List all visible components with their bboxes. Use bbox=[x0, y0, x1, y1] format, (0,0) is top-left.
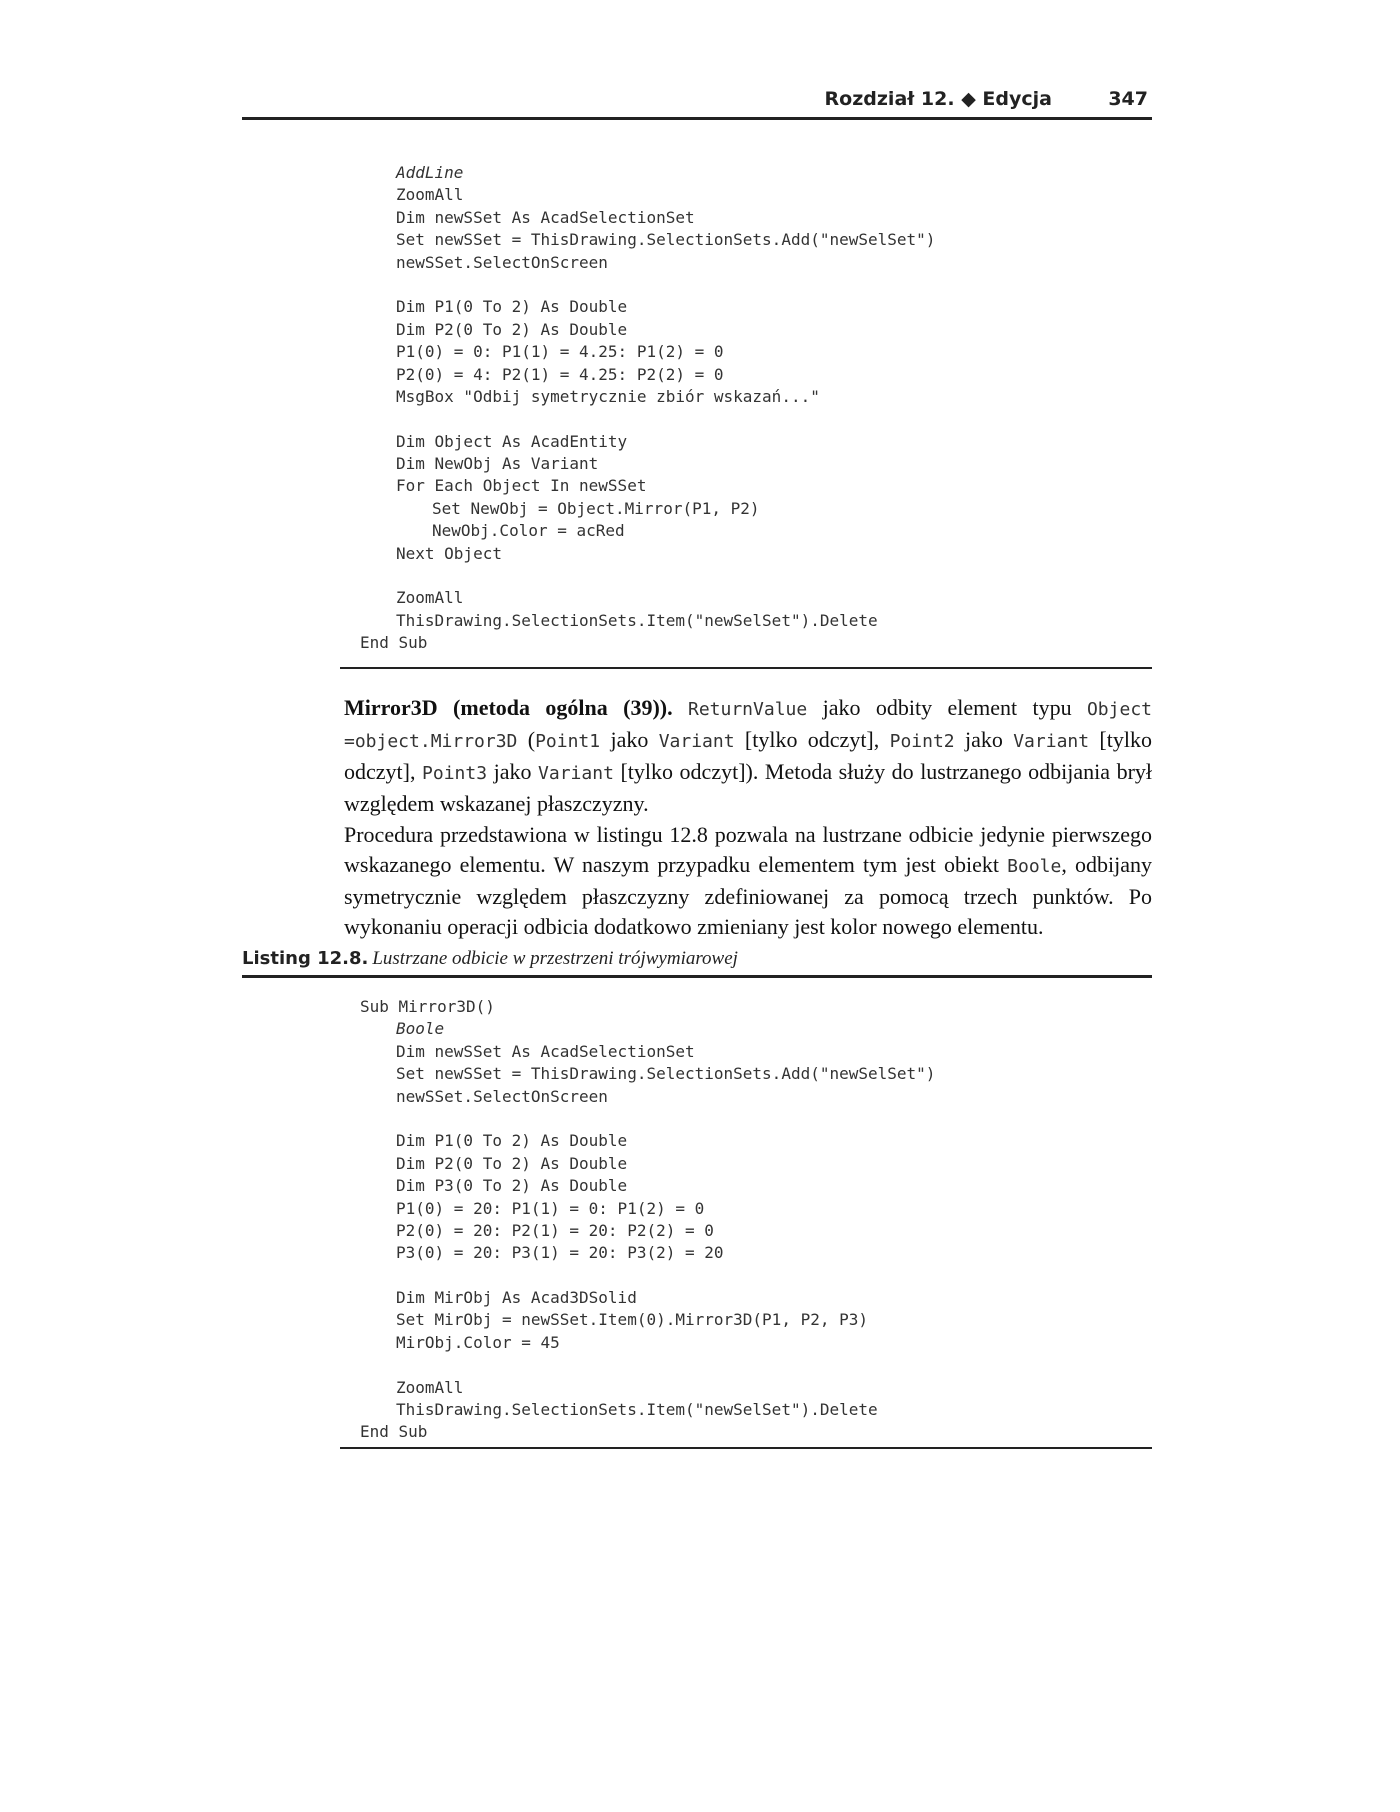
code-line: Sub Mirror3D() bbox=[360, 997, 495, 1016]
code-line: P1(0) = 0: P1(1) = 4.25: P1(2) = 0 bbox=[396, 342, 724, 362]
code-line: Set newSSet = ThisDrawing.SelectionSets.Add("newSelSet") bbox=[396, 1064, 936, 1084]
para1-text-1 bbox=[673, 695, 688, 720]
code-line: Dim NewObj As Variant bbox=[396, 454, 599, 474]
para1-code-2: Object =object.Mirror3D bbox=[344, 699, 1152, 752]
code-line: Dim P1(0 To 2) As Double bbox=[396, 297, 628, 317]
listing-caption-rule bbox=[242, 975, 1152, 978]
para1-text-3: ( bbox=[517, 727, 536, 752]
code-line: newSSet.SelectOnScreen bbox=[396, 1086, 608, 1106]
para1-code-6: Variant bbox=[1013, 731, 1090, 752]
procedure-description bbox=[344, 820, 1152, 942]
method-heading: Mirror3D (metoda ogólna (39)). bbox=[344, 695, 673, 720]
code-line: Dim P2(0 To 2) As Double bbox=[396, 1153, 628, 1173]
code-line: MirObj.Color = 45 bbox=[396, 1332, 560, 1352]
listing-label: Listing 12.8. bbox=[242, 948, 369, 969]
mirror3d-description bbox=[344, 693, 1152, 819]
para1-code-7: Point3 bbox=[422, 763, 488, 784]
code-line: P3(0) = 20: P3(1) = 20: P3(2) = 20 bbox=[396, 1243, 724, 1263]
para1-text-7: [tylko odczyt], bbox=[344, 727, 1152, 784]
para1-text-2: jako odbity element typu bbox=[807, 695, 1087, 720]
code-line: Dim newSSet As AcadSelectionSet bbox=[396, 1041, 695, 1061]
para1-text-8: jako bbox=[487, 759, 539, 784]
code-block-2-rule bbox=[340, 1447, 1152, 1449]
code-line: Dim P1(0 To 2) As Double bbox=[396, 1131, 628, 1151]
code-line: Dim Object As AcadEntity bbox=[396, 431, 628, 451]
listing-title: Lustrzane odbicie w przestrzeni trójwymiarowej bbox=[372, 948, 738, 969]
page-number: 347 bbox=[1108, 88, 1148, 110]
code-line: For Each Object In newSSet bbox=[396, 476, 647, 496]
listing-caption bbox=[242, 948, 738, 970]
para2-code-1: Boole bbox=[1007, 856, 1062, 877]
para1-code-4: Variant bbox=[658, 731, 735, 752]
code-block-2 bbox=[360, 996, 935, 1444]
code-line: AddLine bbox=[396, 163, 464, 182]
para1-code-8: Variant bbox=[538, 763, 614, 784]
code-line: End Sub bbox=[360, 1422, 428, 1442]
code-line: End Sub bbox=[360, 633, 428, 653]
code-line bbox=[360, 1108, 935, 1130]
para2-text-2: , odbijany symetrycznie względem płaszczyzny zdefiniowanej za pomocą trzech punktów. Po wykonaniu operacji odbicia dodatkowo zmieniany jest kolor nowego elementu. bbox=[344, 852, 1152, 939]
code-line: P2(0) = 4: P2(1) = 4.25: P2(2) = 0 bbox=[396, 364, 724, 384]
code-line: Dim MirObj As Acad3DSolid bbox=[396, 1288, 637, 1308]
code-line bbox=[360, 1265, 935, 1287]
code-line: ThisDrawing.SelectionSets.Item("newSelSet").Delete bbox=[396, 1400, 878, 1420]
code-line: ThisDrawing.SelectionSets.Item("newSelSet").Delete bbox=[396, 610, 878, 630]
header-rule bbox=[242, 117, 1152, 120]
code-line: ZoomAll bbox=[396, 185, 464, 205]
code-line: ZoomAll bbox=[396, 588, 464, 608]
code-line: Set NewObj = Object.Mirror(P1, P2) bbox=[432, 498, 760, 518]
code-block-1-rule bbox=[340, 667, 1152, 669]
code-line: NewObj.Color = acRed bbox=[432, 521, 625, 541]
code-line bbox=[360, 565, 935, 587]
code-line: Dim newSSet As AcadSelectionSet bbox=[396, 207, 695, 227]
code-line bbox=[360, 1354, 935, 1376]
code-line: MsgBox "Odbij symetrycznie zbiór wskazań..." bbox=[396, 386, 820, 406]
para1-text-9: [tylko odczyt]). Metoda służy do lustrzanego odbijania brył względem wskazanej płaszczyzny. bbox=[344, 759, 1153, 816]
code-line: ZoomAll bbox=[396, 1377, 464, 1397]
para1-code-1: ReturnValue bbox=[688, 699, 808, 720]
para1-code-3: Point1 bbox=[535, 731, 601, 752]
para1-code-5: Point2 bbox=[889, 731, 955, 752]
code-line bbox=[360, 408, 935, 430]
code-line: Next Object bbox=[396, 543, 502, 563]
code-line: Dim P3(0 To 2) As Double bbox=[396, 1176, 628, 1196]
code-line: P1(0) = 20: P1(1) = 0: P1(2) = 0 bbox=[396, 1198, 705, 1218]
code-line bbox=[360, 274, 935, 296]
code-block-1 bbox=[360, 162, 935, 655]
running-header bbox=[242, 88, 1152, 118]
para1-text-4: jako bbox=[600, 727, 659, 752]
chapter-title: Rozdział 12. ◆ Edycja bbox=[824, 88, 1052, 110]
code-line: Set MirObj = newSSet.Item(0).Mirror3D(P1, P2, P3) bbox=[396, 1310, 869, 1330]
code-line: Boole bbox=[396, 1019, 445, 1039]
para2-text-1: Procedura przedstawiona w listingu 12.8 pozwala na lustrzane odbicie jedynie pierwszego wskazanego elementu. W naszym przypadku elementem tym jest obiekt bbox=[344, 822, 1152, 877]
code-line: P2(0) = 20: P2(1) = 20: P2(2) = 0 bbox=[396, 1220, 714, 1240]
para1-text-5: [tylko odczyt], bbox=[734, 727, 890, 752]
code-line: Set newSSet = ThisDrawing.SelectionSets.Add("newSelSet") bbox=[396, 230, 936, 250]
code-line: Dim P2(0 To 2) As Double bbox=[396, 319, 628, 339]
para1-text-6: jako bbox=[954, 727, 1014, 752]
code-line: newSSet.SelectOnScreen bbox=[396, 252, 608, 272]
